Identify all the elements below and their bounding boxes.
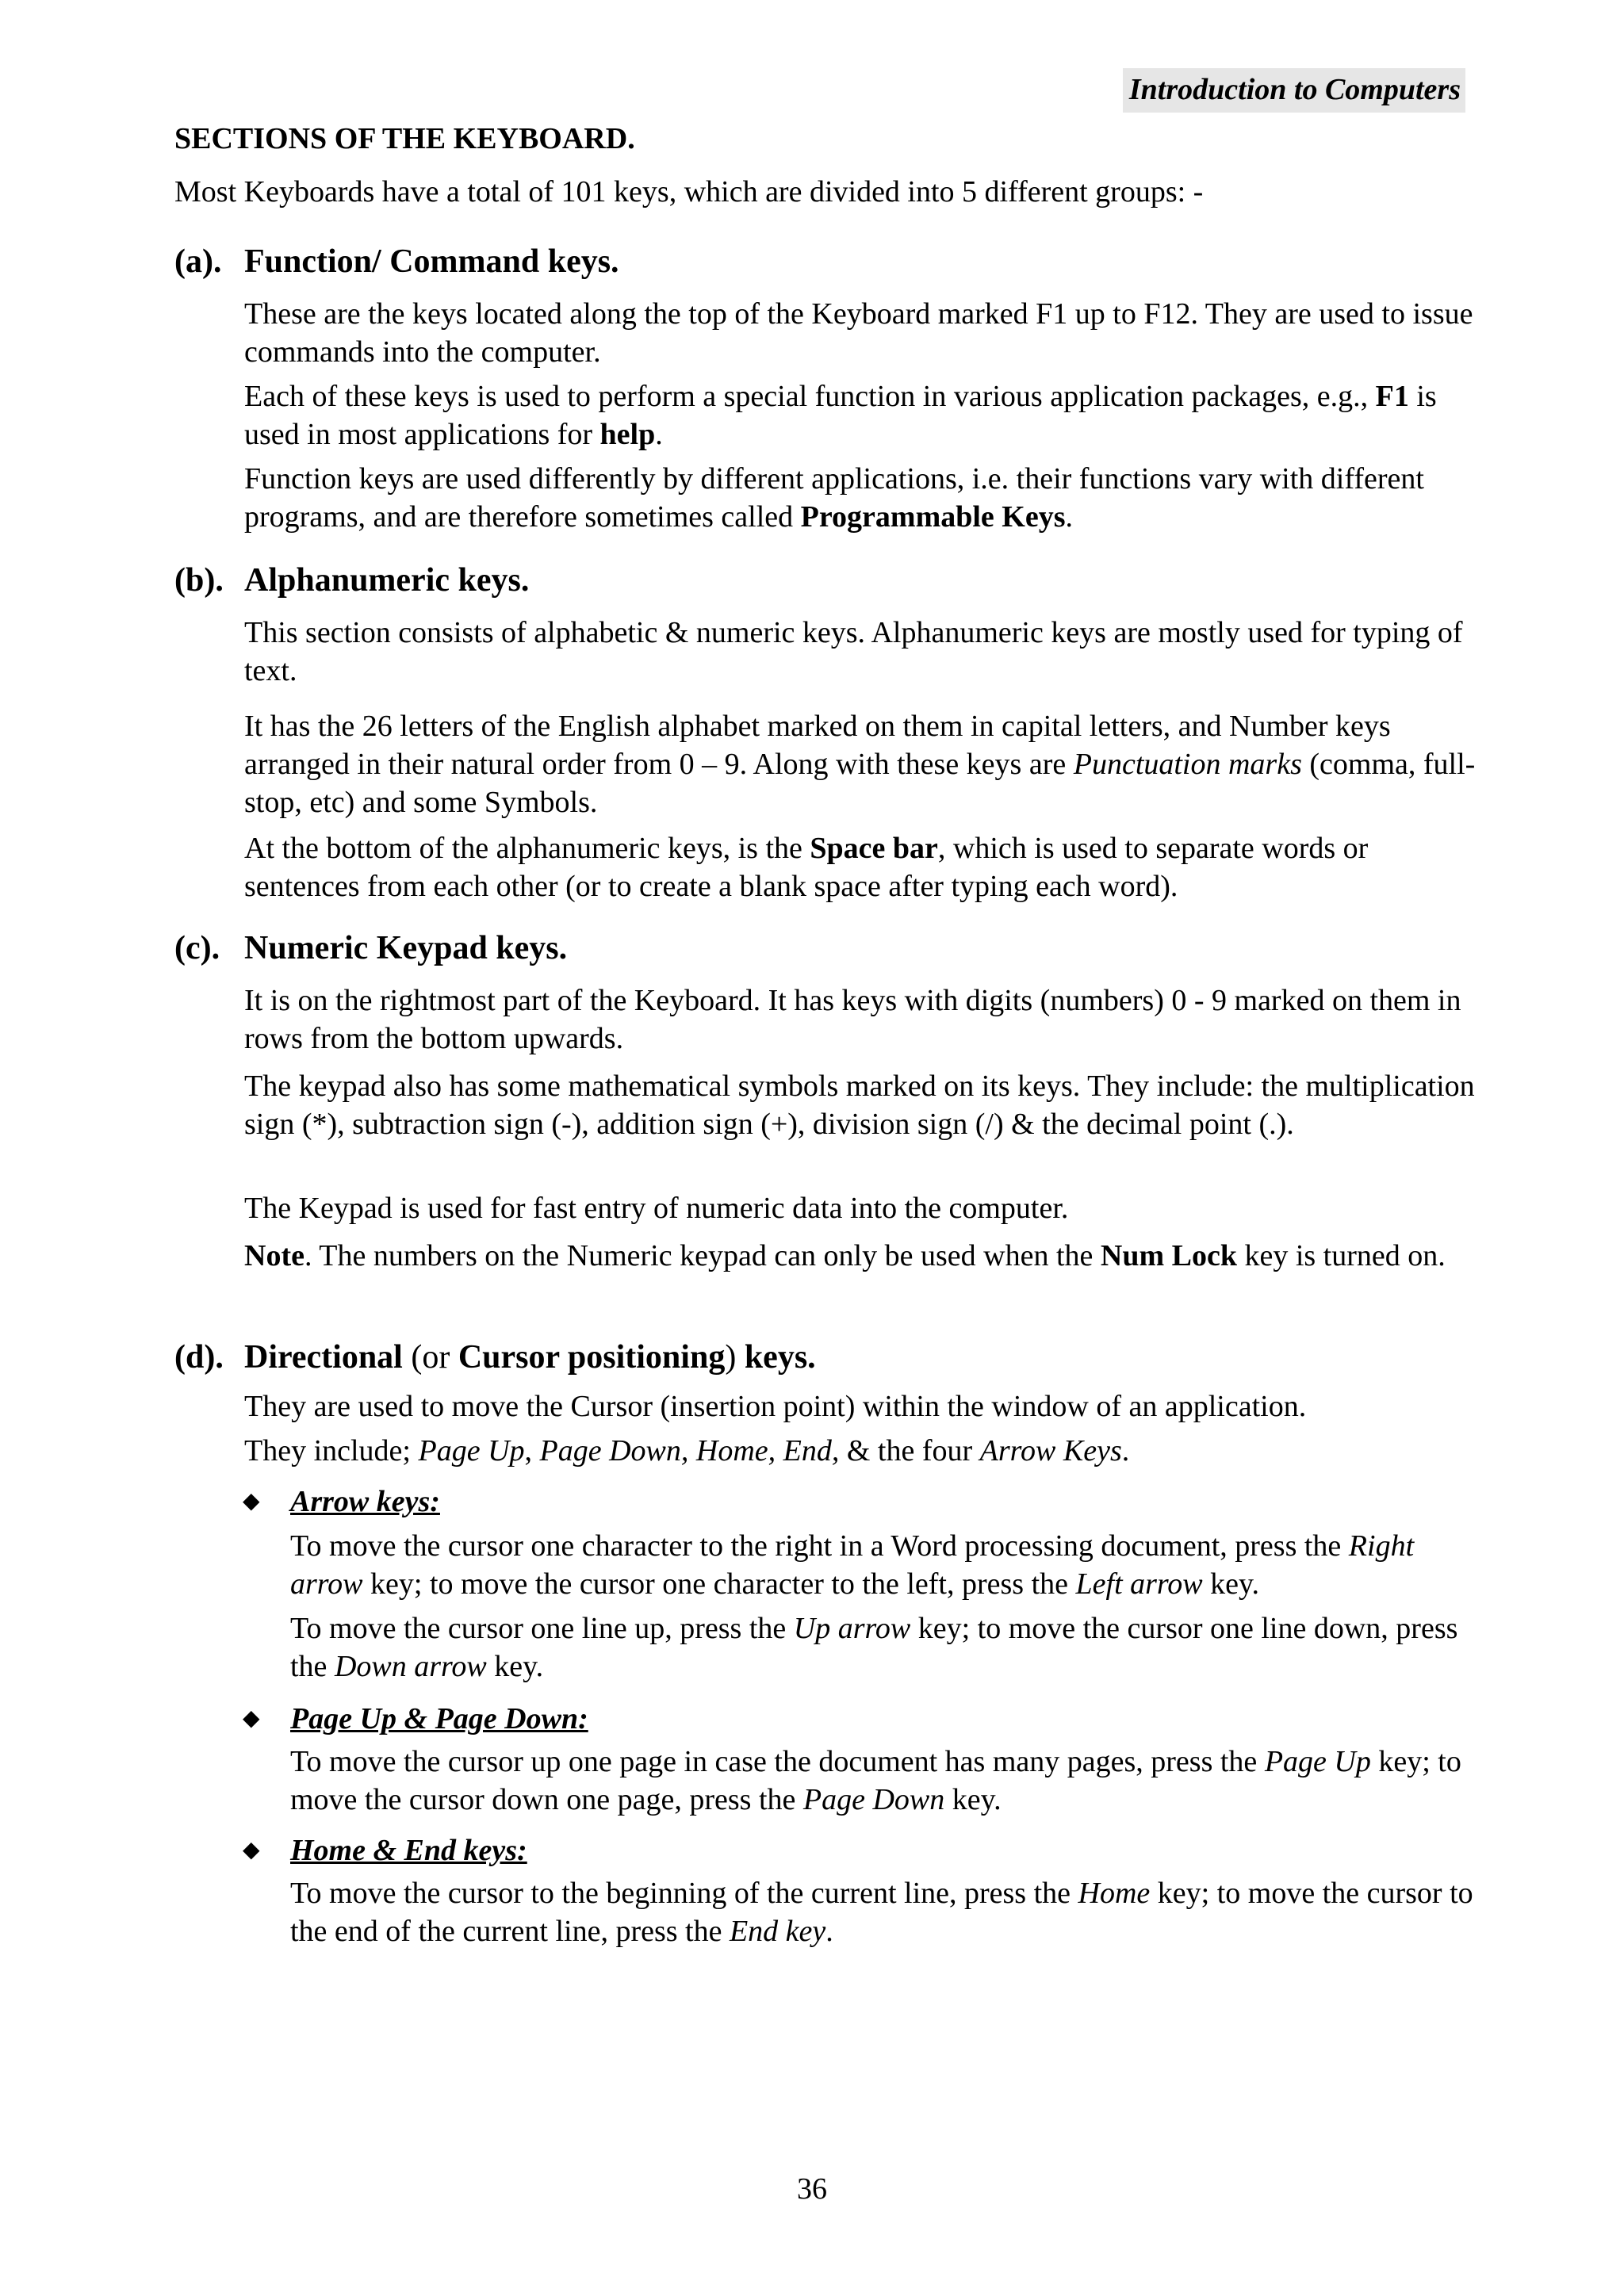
text-run: & the four	[839, 1434, 980, 1468]
text-run: )	[725, 1339, 737, 1376]
italic-run: Page Up	[1264, 1745, 1371, 1778]
italic-run: Home	[1078, 1877, 1151, 1910]
section-b-title: Alphanumeric keys.	[244, 562, 530, 599]
text-run: key.	[1202, 1567, 1260, 1601]
section-c-note	[244, 1237, 1481, 1275]
section-c-paragraph-2: The keypad also has some mathematical symbols marked on its keys. They include: the multiplication sign (*), subtraction sign (-), addition sign (+), division sign (/) & the decimal point (.).	[244, 1070, 1475, 1141]
section-c-heading	[174, 928, 567, 969]
intro-paragraph: Most Keyboards have a total of 101 keys, which are divided into 5 different groups: -	[174, 175, 1204, 209]
text-run: . The numbers on the Numeric keypad can only be used when the	[304, 1239, 1101, 1272]
bold-run: Cursor positioning	[458, 1339, 726, 1376]
italic-run: Up arrow	[793, 1612, 911, 1645]
bullet-heading: Page Up & Page Down:	[290, 1702, 588, 1735]
section-a-paragraph-2	[244, 377, 1481, 453]
text-run: (comma, full-stop, etc) and some Symbols.	[244, 748, 1476, 819]
bold-run: keys.	[736, 1339, 816, 1376]
text-run: .	[1121, 1434, 1130, 1468]
section-b-label: (b).	[174, 562, 224, 599]
text-run: .	[655, 418, 663, 451]
italic-run: End key	[729, 1915, 826, 1948]
section-d-paragraph-2	[244, 1432, 1481, 1470]
text-run: .	[825, 1915, 833, 1948]
text-run: key; to move the cursor one character to the left, press the	[362, 1567, 1076, 1601]
bullet-heading: Arrow keys:	[290, 1485, 440, 1518]
text-run: is used in most applications for	[244, 380, 1437, 451]
text-run: To move the cursor one line up, press the	[290, 1612, 794, 1645]
section-a-paragraph-3	[244, 460, 1481, 536]
text-run: key is turned on.	[1236, 1239, 1446, 1272]
diamond-bullet-icon: ◆	[243, 1489, 260, 1513]
page-up-down-paragraph	[290, 1743, 1480, 1819]
arrow-keys-paragraph-1	[290, 1527, 1480, 1603]
italic-run: Page Down	[802, 1783, 945, 1816]
section-a-heading	[174, 241, 619, 282]
bullet-arrow-keys	[243, 1483, 440, 1521]
text-run: , which is used to separate words or sentences from each other (or to create a blank space after typing each word).	[244, 832, 1369, 903]
section-d-paragraph-1: They are used to move the Cursor (insertion point) within the window of an application.	[244, 1390, 1307, 1423]
page-title: SECTIONS OF THE KEYBOARD.	[174, 122, 635, 155]
section-b-heading	[174, 560, 529, 601]
section-a-label: (a).	[174, 243, 222, 280]
bold-run: Programmable Keys	[800, 500, 1066, 534]
text-run: Each of these keys is used to perform a special function in various application packages, e.g.,	[244, 380, 1376, 413]
text-run: Function keys are used differently by different applications, i.e. their functions vary with different programs, and are therefore sometimes called	[244, 462, 1424, 534]
bold-run: Note	[244, 1239, 304, 1272]
section-a-title: Function/ Command keys.	[244, 243, 619, 280]
text-run: To move the cursor one character to the right in a Word processing document, press the	[290, 1529, 1349, 1563]
text-run: To move the cursor up one page in case the document has many pages, press the	[290, 1745, 1265, 1778]
text-run: ,	[524, 1434, 540, 1468]
text-run: key; to move the cursor down one page, press the	[290, 1745, 1461, 1816]
arrow-keys-paragraph-2	[290, 1609, 1480, 1686]
bold-run: help	[599, 418, 656, 451]
page-number: 36	[797, 2172, 827, 2206]
section-c-label: (c).	[174, 930, 220, 966]
section-c-title: Numeric Keypad keys.	[244, 930, 568, 966]
text-run: key.	[944, 1783, 1002, 1816]
text-run: It has the 26 letters of the English alphabet marked on them in capital letters, and Number keys arranged in their natural order from 0 – 9. Along with these keys are	[244, 710, 1391, 781]
text-run: At the bottom of the alphanumeric keys, is the	[244, 832, 810, 865]
bold-run: Num Lock	[1100, 1239, 1237, 1272]
running-header: Introduction to Computers	[1123, 68, 1465, 113]
diamond-bullet-icon: ◆	[243, 1706, 260, 1731]
text-run: (or	[402, 1339, 458, 1376]
section-b-paragraph-1: This section consists of alphabetic & numeric keys. Alphanumeric keys are mostly used for typing of text.	[244, 616, 1463, 687]
section-d-heading	[174, 1337, 816, 1378]
text-run: They include;	[244, 1434, 419, 1468]
text-run: .	[1065, 500, 1073, 534]
bold-run: Directional	[244, 1339, 403, 1376]
section-c-paragraph-1: It is on the rightmost part of the Keyboard. It has keys with digits (numbers) 0 - 9 marked on them in rows from the bottom upwards.	[244, 984, 1461, 1055]
section-d-label: (d).	[174, 1339, 224, 1376]
text-run: key; to move the cursor to the end of the current line, press the	[290, 1877, 1473, 1948]
bold-run: F1	[1375, 380, 1409, 413]
text-run: key.	[486, 1650, 544, 1683]
bullet-page-up-down	[243, 1700, 588, 1738]
italic-run: Punctuation marks	[1073, 748, 1302, 781]
bullet-home-end	[243, 1831, 527, 1869]
diamond-bullet-icon: ◆	[243, 1838, 260, 1862]
text-run: To move the cursor to the beginning of the current line, press the	[290, 1877, 1078, 1910]
italic-run: Page Down, Home, End,	[539, 1434, 840, 1468]
home-end-paragraph	[290, 1874, 1480, 1950]
bold-run: Space bar	[810, 832, 938, 865]
bullet-heading: Home & End keys:	[290, 1834, 527, 1867]
section-b-paragraph-3	[244, 829, 1481, 905]
section-b-paragraph-2	[244, 707, 1481, 821]
italic-run: Arrow Keys	[979, 1434, 1122, 1468]
italic-run: Left arrow	[1075, 1567, 1203, 1601]
italic-run: Right arrow	[290, 1529, 1415, 1601]
section-a-paragraph-1: These are the keys located along the top of the Keyboard marked F1 up to F12. They are used to issue commands into the computer.	[244, 297, 1473, 369]
text-run: key; to move the cursor one line down, press the	[290, 1612, 1458, 1683]
italic-run: Page Up	[418, 1434, 525, 1468]
section-c-paragraph-3: The Keypad is used for fast entry of numeric data into the computer.	[244, 1192, 1069, 1225]
italic-run: Down arrow	[334, 1650, 487, 1683]
